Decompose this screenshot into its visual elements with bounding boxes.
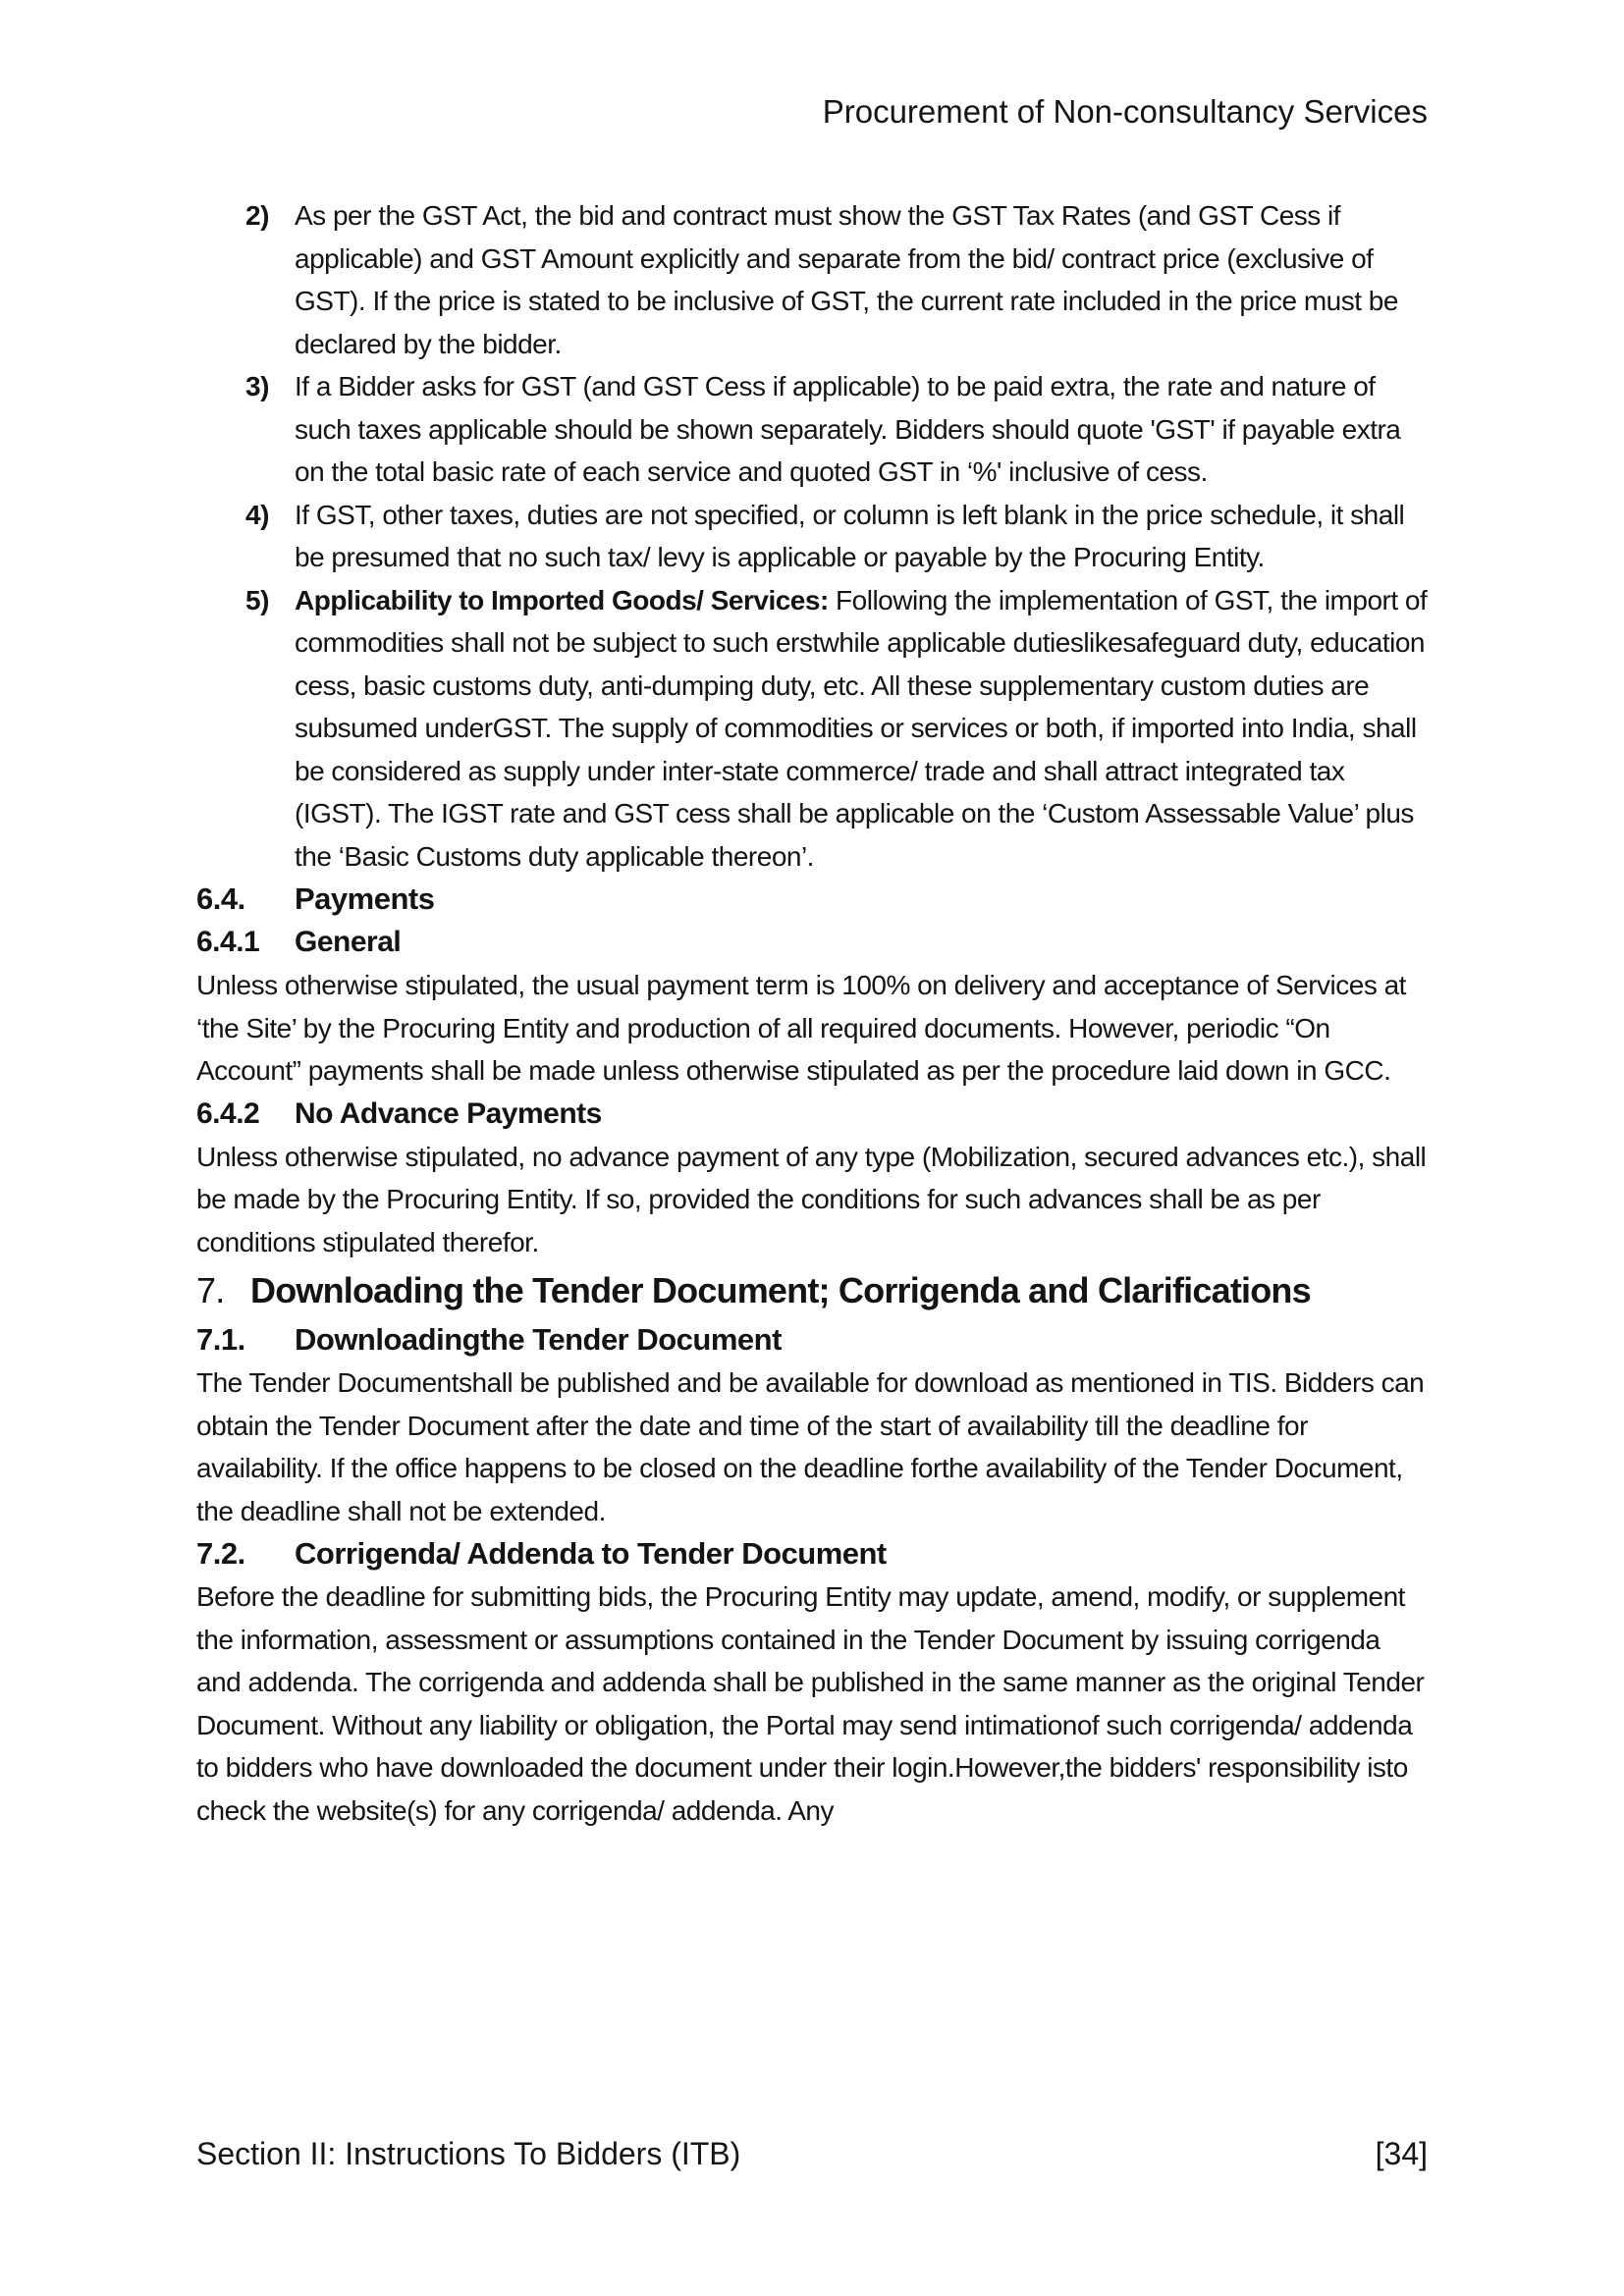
heading-title: Payments [295,881,435,916]
paragraph-downloading: The Tender Documentshall be published and be available for download as mentioned in TIS. Bidders can obtain the Tender Document after the date and time of the start of availability till the deadline for availability. If the office happens to be closed on the deadline forthe availability of the Tender Document, the deadline shall not be extended. [196,1367,1425,1526]
heading-title: General [295,926,402,958]
heading-title: No Advance Payments [295,1096,602,1130]
list-item-2 [196,194,1428,365]
heading-number: 6.4.2 [196,1096,260,1130]
heading-title: Downloading the Tender Document; Corrigenda and Clarifications [250,1270,1311,1310]
list-item-5 [196,579,1428,879]
footer-section-label: Section II: Instructions To Bidders (ITB) [196,2136,741,2171]
heading-general [196,921,1428,964]
list-item-4 [196,494,1428,579]
item-text: As per the GST Act, the bid and contract must show the GST Tax Rates (and GST Cess if applicable) and GST Amount explicitly and separate from the bid/ contract price (exclusive of GST). If the price is stated to be inclusive of GST, the current rate included in the price must be declared by the bidder. [295,200,1398,359]
item-number: 4) [245,499,269,530]
item-text: If GST, other taxes, duties are not specified, or column is left blank in the price schedule, it shall be presumed that no such tax/ levy is applicable or payable by the Procuring Entity. [295,499,1405,572]
list-item-3 [196,365,1428,494]
page-footer [196,2132,1428,2175]
heading-number: 7.2. [196,1536,245,1571]
gst-numbered-list [196,194,1428,878]
heading-number: 7.1. [196,1322,245,1357]
paragraph-no-advance: Unless otherwise stipulated, no advance payment of any type (Mobilization, secured advances etc.), shall be made by the Procuring Entity. If so, provided the conditions for such advances shall be as per conditions stipulated therefor. [196,1141,1427,1257]
heading-no-advance-payments [196,1093,1428,1136]
heading-title: Corrigenda/ Addenda to Tender Document [295,1536,887,1571]
item-text: If a Bidder asks for GST (and GST Cess if applicable) to be paid extra, the rate and nature of such taxes applicable should be shown separately. Bidders should quote 'GST' if payable extra on the total basic rate of each service and quoted GST in ‘%' inclusive of cess. [295,371,1401,487]
item-text [295,579,1428,879]
heading-corrigenda-addenda [196,1532,1428,1575]
heading-downloading-chapter [196,1263,1428,1318]
heading-title: Downloadingthe Tender Document [295,1322,782,1357]
item-number: 5) [245,584,269,615]
page-header-text: Procurement of Non-consultancy Services [822,93,1428,130]
item-text-rest: Following the implementation of GST, the import of commodities shall not be subject to such erstwhile applicable dutieslikesafeguard duty, education cess, basic customs duty, anti-dumping duty, etc. All these supplementary custom duties are subsumed underGST. The supply of commodities or services or both, if imported into India, shall be considered as supply under inter-state commerce/ trade and shall attract integrated tax (IGST). The IGST rate and GST cess shall be applicable on the ‘Custom Assessable Value’ plus the ‘Basic Customs duty applicable thereon’. [295,584,1428,872]
heading-number: 7. [196,1270,225,1310]
heading-payments [196,878,1428,921]
paragraph-corrigenda: Before the deadline for submitting bids, the Procuring Entity may update, amend, modify, or supplement the information, assessment or assumptions contained in the Tender Document by issuing corrigenda and addenda. The corrigenda and addenda shall be published in the same manner as the original Tender Document. Without any liability or obligation, the Portal may send intimationof such corrigenda/ addenda to bidders who have downloaded the document under their login.However,the bidders' responsibility isto check the website(s) for any corrigenda/ addenda. Any [196,1581,1425,1826]
item-number: 2) [245,200,269,231]
item-bold-label: Applicability to Imported Goods/ Services: [295,584,829,615]
item-number: 3) [245,371,269,401]
heading-number: 6.4.1 [196,926,260,958]
heading-number: 6.4. [196,881,245,916]
footer-page-number: [34] [1375,2136,1428,2171]
heading-downloading-tender [196,1318,1428,1362]
paragraph-general: Unless otherwise stipulated, the usual payment term is 100% on delivery and acceptance of Services at ‘the Site’ by the Procuring Entity and production of all required documents. However, periodic “On Account” payments shall be made unless otherwise stipulated as per the procedure laid down in GCC. [196,970,1406,1086]
